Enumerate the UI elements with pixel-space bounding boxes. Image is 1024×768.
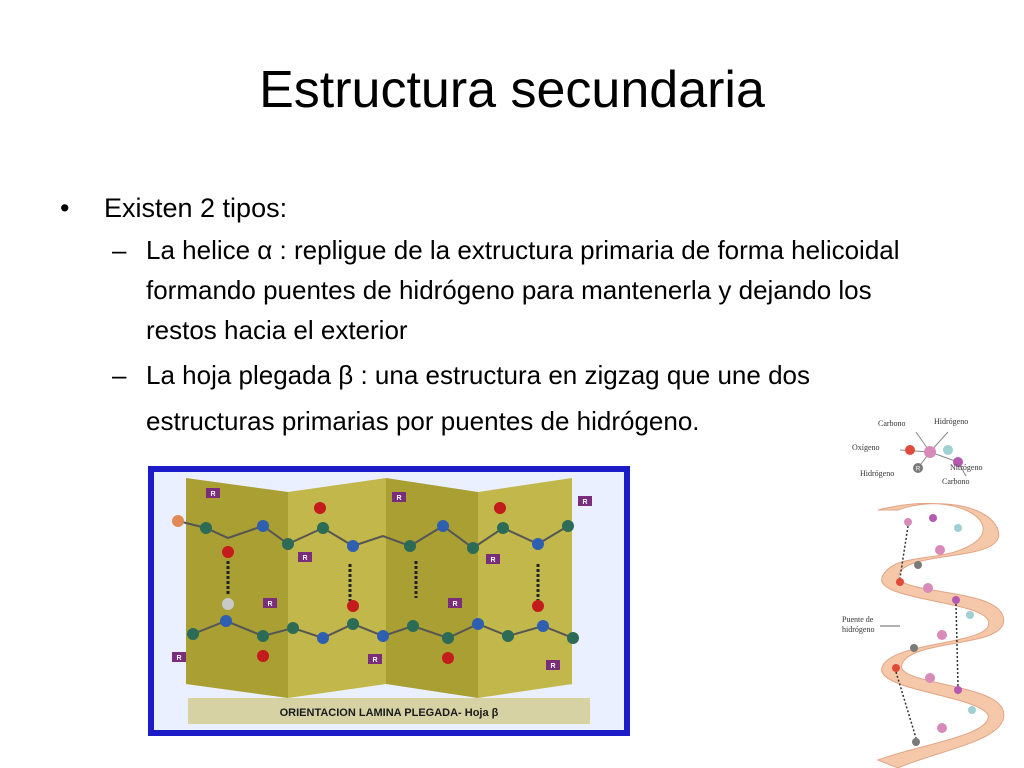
slide-title: Estructura secundaria (259, 61, 765, 119)
svg-text:R: R (302, 555, 308, 562)
label-puente: Puente de (842, 615, 874, 624)
sheet-caption: ORIENTACION LAMINA PLEGADA- Hoja β (279, 707, 499, 719)
bullet-marker: • (60, 193, 70, 223)
svg-text:R: R (452, 601, 458, 608)
svg-text:R: R (267, 601, 273, 608)
legend-r-label: R (915, 466, 921, 473)
label-puente-hidrogeno: hidrógeno (842, 625, 875, 634)
svg-text:R: R (372, 657, 378, 664)
helix-legend (852, 417, 982, 486)
bullet-list (60, 190, 940, 444)
sub-bullet-item (60, 230, 940, 350)
beta-sheet-illustration (148, 466, 630, 736)
sub-bullet-text-sheet: La hoja plegada β : una estructura en zigzag que une dos estructuras primarias por puentes de hidrógeno. (146, 360, 810, 436)
label-nitrogeno: Nitrógeno (950, 463, 983, 472)
bullet-text: Existen 2 tipos: (104, 193, 288, 223)
sub-bullet-marker: – (112, 235, 127, 265)
sub-bullet-marker: – (112, 360, 127, 390)
label-carbono-bottom: Carbono (942, 477, 970, 486)
label-hidrogeno-left: Hidrógeno (860, 469, 895, 478)
pleated-panels (186, 478, 572, 698)
label-carbono: Carbono (878, 419, 906, 428)
svg-text:R: R (582, 499, 588, 506)
sub-bullet-text-helix: La helice α : repligue de la extructura primaria de forma helicoidal formando puentes de hidrógeno para mantenerla y dejando los restos hacia el exterior (146, 235, 900, 345)
svg-text:R: R (490, 557, 496, 564)
alpha-helix-illustration (838, 410, 1018, 768)
svg-text:R: R (176, 655, 182, 662)
sub-bullet-item (60, 352, 940, 444)
svg-text:R: R (396, 495, 402, 502)
label-oxigeno: Oxígeno (852, 443, 880, 452)
svg-text:R: R (550, 663, 556, 670)
bullet-item (60, 190, 940, 226)
svg-text:R: R (210, 491, 216, 498)
label-hidrogeno: Hidrógeno (934, 417, 969, 426)
